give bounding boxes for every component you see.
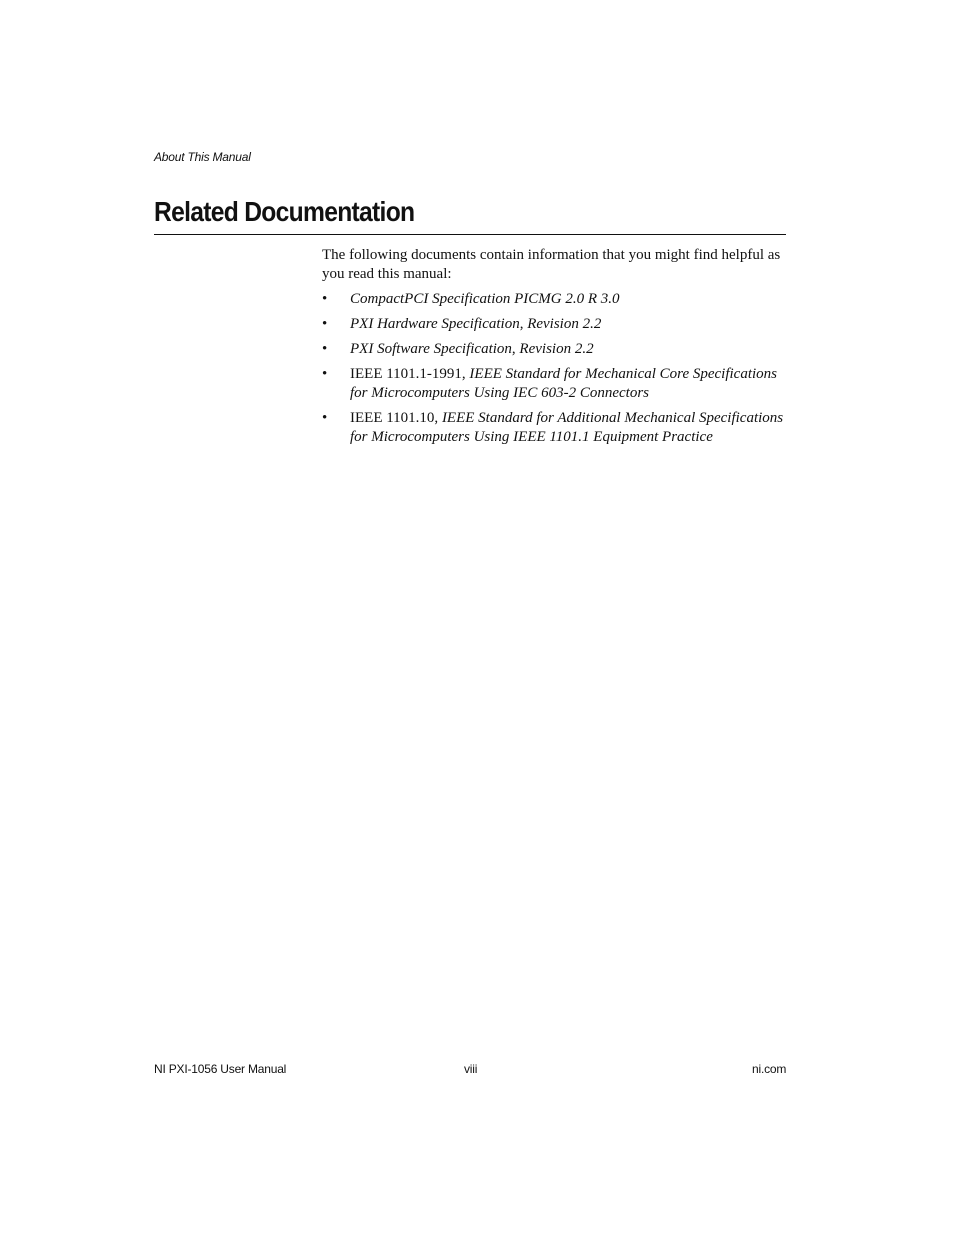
footer-page-number: viii bbox=[464, 1062, 478, 1076]
document-title: PXI Software Specification bbox=[350, 341, 512, 357]
heading-rule bbox=[154, 234, 786, 235]
document-title: PXI Hardware Specification bbox=[350, 316, 520, 332]
list-item bbox=[322, 340, 786, 359]
footer-website: ni.com bbox=[752, 1062, 787, 1076]
document-revision: Revision 2.2 bbox=[519, 341, 594, 357]
document-separator: , bbox=[519, 316, 528, 332]
related-documents-list bbox=[322, 290, 786, 447]
footer-manual-title: NI PXI-1056 User Manual bbox=[154, 1062, 287, 1076]
list-item bbox=[322, 290, 786, 309]
document-prefix: IEEE 1101.10, bbox=[350, 410, 442, 426]
list-item bbox=[322, 365, 786, 403]
document-separator: , bbox=[511, 341, 520, 357]
list-item bbox=[322, 409, 786, 447]
bullet-icon: • bbox=[322, 366, 328, 382]
list-item bbox=[322, 315, 786, 334]
bullet-icon: • bbox=[322, 341, 328, 357]
running-head: About This Manual bbox=[154, 150, 251, 164]
section-heading: Related Documentation bbox=[154, 196, 415, 227]
bullet-icon: • bbox=[322, 316, 328, 332]
intro-paragraph: The following documents contain information that you might find helpful as you read this manual: bbox=[322, 247, 781, 282]
bullet-icon: • bbox=[322, 410, 328, 426]
document-title: CompactPCI Specification PICMG 2.0 R 3.0 bbox=[350, 291, 620, 307]
document-revision: Revision 2.2 bbox=[527, 316, 602, 332]
document-title: IEEE Standard for Mechanical Core Specifications for Microcomputers Using IEC 603-2 Connectors bbox=[350, 366, 778, 401]
section-body bbox=[322, 246, 786, 453]
document-title: IEEE Standard for Additional Mechanical Specifications for Microcomputers Using IEEE 1101.1 Equipment Practice bbox=[350, 410, 784, 445]
bullet-icon: • bbox=[322, 291, 328, 307]
document-prefix: IEEE 1101.1-1991, bbox=[350, 366, 470, 382]
